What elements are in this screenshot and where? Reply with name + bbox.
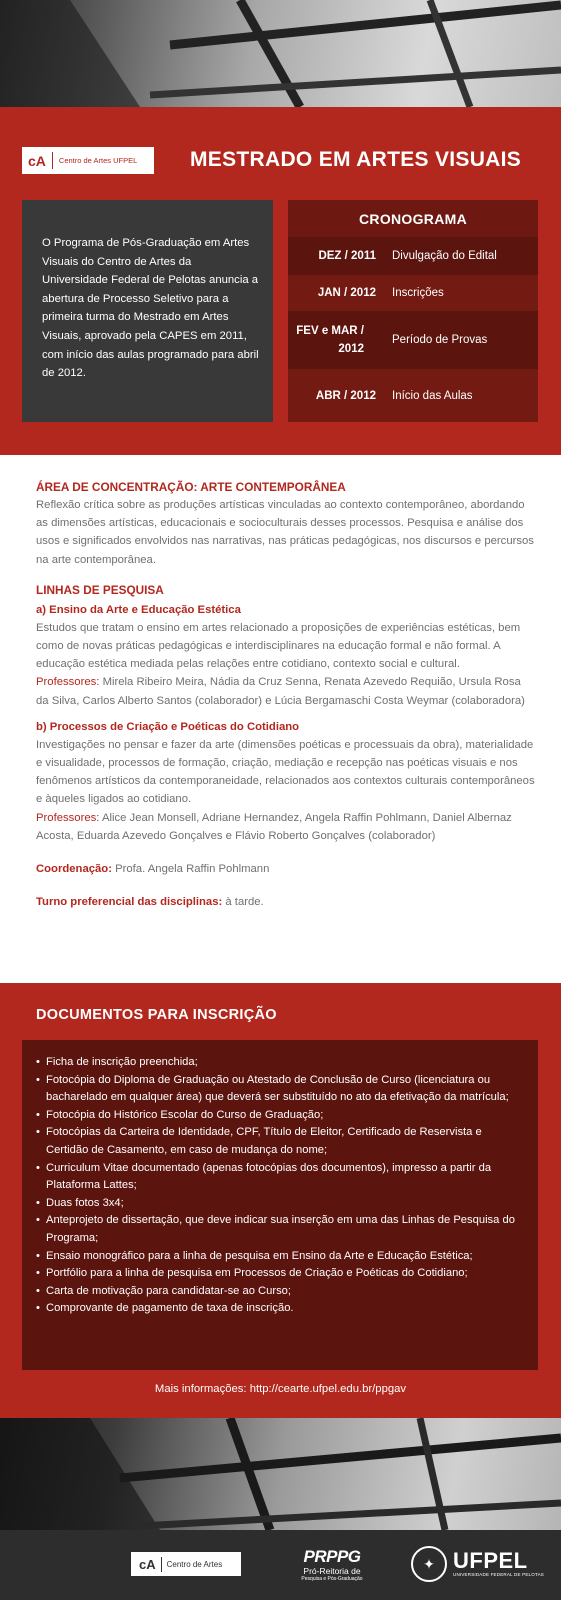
linha-a-text: Estudos que tratam o ensino em artes relacionado a proposições de experiências estéticas, bem como de novas práticas pedagógicas e interdisciplinares na educação formal e não formal. A educação estética mediada pelas relações entre cotidiano, contexto social e cultural. <box>36 621 521 671</box>
cronograma-date: ABR / 2012 <box>315 389 376 402</box>
documento-item: • Fotocópia do Diploma de Graduação ou Atestado de Conclusão de Curso (licenciatura ou bacharelado em qualquer área) que deverá ser substituído no ato da efetivação da matrícula; <box>36 1072 524 1107</box>
area-title: ÁREA DE CONCENTRAÇÃO: ARTE CONTEMPORÂNEA <box>36 480 346 494</box>
linha-a-title: a) Ensino da Arte e Educação Estética <box>36 603 241 616</box>
cronograma-table <box>288 200 538 422</box>
logo-mark: cA <box>28 152 46 169</box>
intro-box <box>22 200 273 422</box>
cronograma-row <box>288 275 538 311</box>
ufpel-logo <box>411 1546 544 1582</box>
turno <box>36 893 536 911</box>
header-photo <box>0 0 561 107</box>
cronograma-date: FEV e MAR / 2012 <box>296 325 364 355</box>
ufpel-seal-icon: ✦ <box>411 1546 447 1582</box>
cronograma-date: DEZ / 2011 <box>318 250 376 262</box>
footer-photo <box>0 1418 561 1530</box>
ufpel-mark: UFPEL <box>453 1548 528 1573</box>
linhas-title: LINHAS DE PESQUISA <box>36 582 164 597</box>
footer-logo-mark: cA <box>139 1556 156 1572</box>
centro-artes-footer-logo <box>131 1552 241 1576</box>
logo-text: Centro de Artes UFPEL <box>58 156 138 165</box>
documento-item: • Fotocópias da Carteira de Identidade, CPF, Título de Eleitor, Certificado de Reservista e Certidão de Casamento, em caso de mudança do nome; <box>36 1124 524 1159</box>
cronograma-title: CRONOGRAMA <box>359 210 467 227</box>
linha-b-title: b) Processos de Criação e Poéticas do Cotidiano <box>36 720 300 733</box>
prppg-line1: Pró-Reitoria de <box>303 1566 361 1576</box>
intro-text: O Programa de Pós-Graduação em Artes Visuais do Centro de Artes da Universidade Federal de Pelotas anuncia a abertura de Processo Seletivo para a primeira turma do Mestrado em Artes Visuais, aprovado pela CAPES em 2011, com início das aulas programado para abril de 2012. <box>42 237 259 380</box>
documento-item: • Curriculum Vitae documentado (apenas fotocópias dos documentos), impresso a partir da Plataforma Lattes; <box>36 1160 524 1195</box>
footer-logo-text: Centro de Artes <box>166 1559 223 1569</box>
area-text: Reflexão crítica sobre as produções artísticas vinculadas ao contexto contemporâneo, abordando as dimensões artísticas, educacionais e socioculturais desses processos. Pesquisa e análise dos usos e significados envolvidos nas narrativas, nas práticas pedagógicas, nos discursos e percursos na arte contemporânea. <box>36 499 534 566</box>
linha-a-professores <box>36 673 536 709</box>
cronograma-row <box>288 369 538 422</box>
turno-value: à tarde. <box>225 896 264 909</box>
cronograma-row <box>288 237 538 275</box>
more-info-link[interactable]: Mais informações: http://cearte.ufpel.edu.br/ppgav <box>154 1383 407 1395</box>
cronograma-desc: Inscrições <box>392 287 444 299</box>
prppg-logo <box>292 1547 372 1582</box>
cronograma-desc: Período de Provas <box>392 334 488 346</box>
footer-logo-divider <box>161 1557 162 1572</box>
prppg-mark: PRPPG <box>303 1547 361 1566</box>
documento-item: • Fotocópia do Histórico Escolar do Curso de Graduação; <box>36 1107 524 1125</box>
linha-b-professores <box>36 809 536 845</box>
documento-item: • Anteprojeto de dissertação, que deve indicar sua inserção em uma das Linhas de Pesquisa do Programa; <box>36 1212 524 1247</box>
documento-item: • Ficha de inscrição preenchida; <box>36 1054 524 1072</box>
documentos-list <box>36 1054 524 1318</box>
professores-names: Mirela Ribeiro Meira, Nádia da Cruz Senna, Renata Azevedo Requião, Ursula Rosa da Silva, Carlos Alberto Santos (colaborador) e Lúcia Bergamaschi Costa Weymar (colaboradora) <box>36 676 525 707</box>
documento-item: • Portfólio para a linha de pesquisa em Processos de Criação e Poéticas do Cotidiano; <box>36 1265 524 1283</box>
cronograma-date: JAN / 2012 <box>317 287 376 299</box>
coordenacao-value: Profa. Angela Raffin Pohlmann <box>115 863 270 876</box>
documento-item: • Ensaio monográfico para a linha de pesquisa em Ensino da Arte e Educação Estética; <box>36 1248 524 1266</box>
professores-label: Professores: <box>36 811 100 824</box>
ufpel-subtitle: UNIVERSIDADE FEDERAL DE PELOTAS <box>453 1572 544 1577</box>
professores-names: Alice Jean Monsell, Adriane Hernandez, Angela Raffin Pohlmann, Daniel Albernaz Acosta, Eduarda Azevedo Gonçalves e Flávio Roberto Gonçalves (colaborador) <box>36 811 512 842</box>
prppg-line2: Pesquisa e Pós-Graduação <box>301 1576 363 1582</box>
cronograma-desc: Divulgação do Edital <box>392 250 497 262</box>
logo-divider <box>52 152 53 169</box>
page-title: MESTRADO EM ARTES VISUAIS <box>190 148 522 171</box>
documento-item: • Comprovante de pagamento de taxa de inscrição. <box>36 1300 524 1318</box>
documento-item: • Carta de motivação para candidatar-se ao Curso; <box>36 1283 524 1301</box>
professores-label: Professores: <box>36 676 100 689</box>
footer <box>0 1530 561 1600</box>
cronograma-desc: Início das Aulas <box>392 389 473 402</box>
main-content <box>36 478 536 911</box>
coordenacao <box>36 860 536 878</box>
documentos-list-box <box>22 1040 538 1370</box>
turno-label: Turno preferencial das disciplinas: <box>36 896 223 909</box>
coordenacao-label: Coordenação: <box>36 863 112 876</box>
centro-artes-logo <box>22 147 154 174</box>
documento-item: • Duas fotos 3x4; <box>36 1195 524 1213</box>
cronograma-row <box>288 311 538 369</box>
linha-b-text: Investigações no pensar e fazer da arte (dimensões poéticas e processuais da obra), materialidade e visualidade, processos de formação, criação, mediação e recepção nas poéticas visuais e nos fenômenos artísticos da contemporaneidade, relacionados aos contextos culturais contemporâneos e àqueles ligados ao cotidiano. <box>36 738 535 806</box>
documentos-title: DOCUMENTOS PARA INSCRIÇÃO <box>36 1007 277 1023</box>
